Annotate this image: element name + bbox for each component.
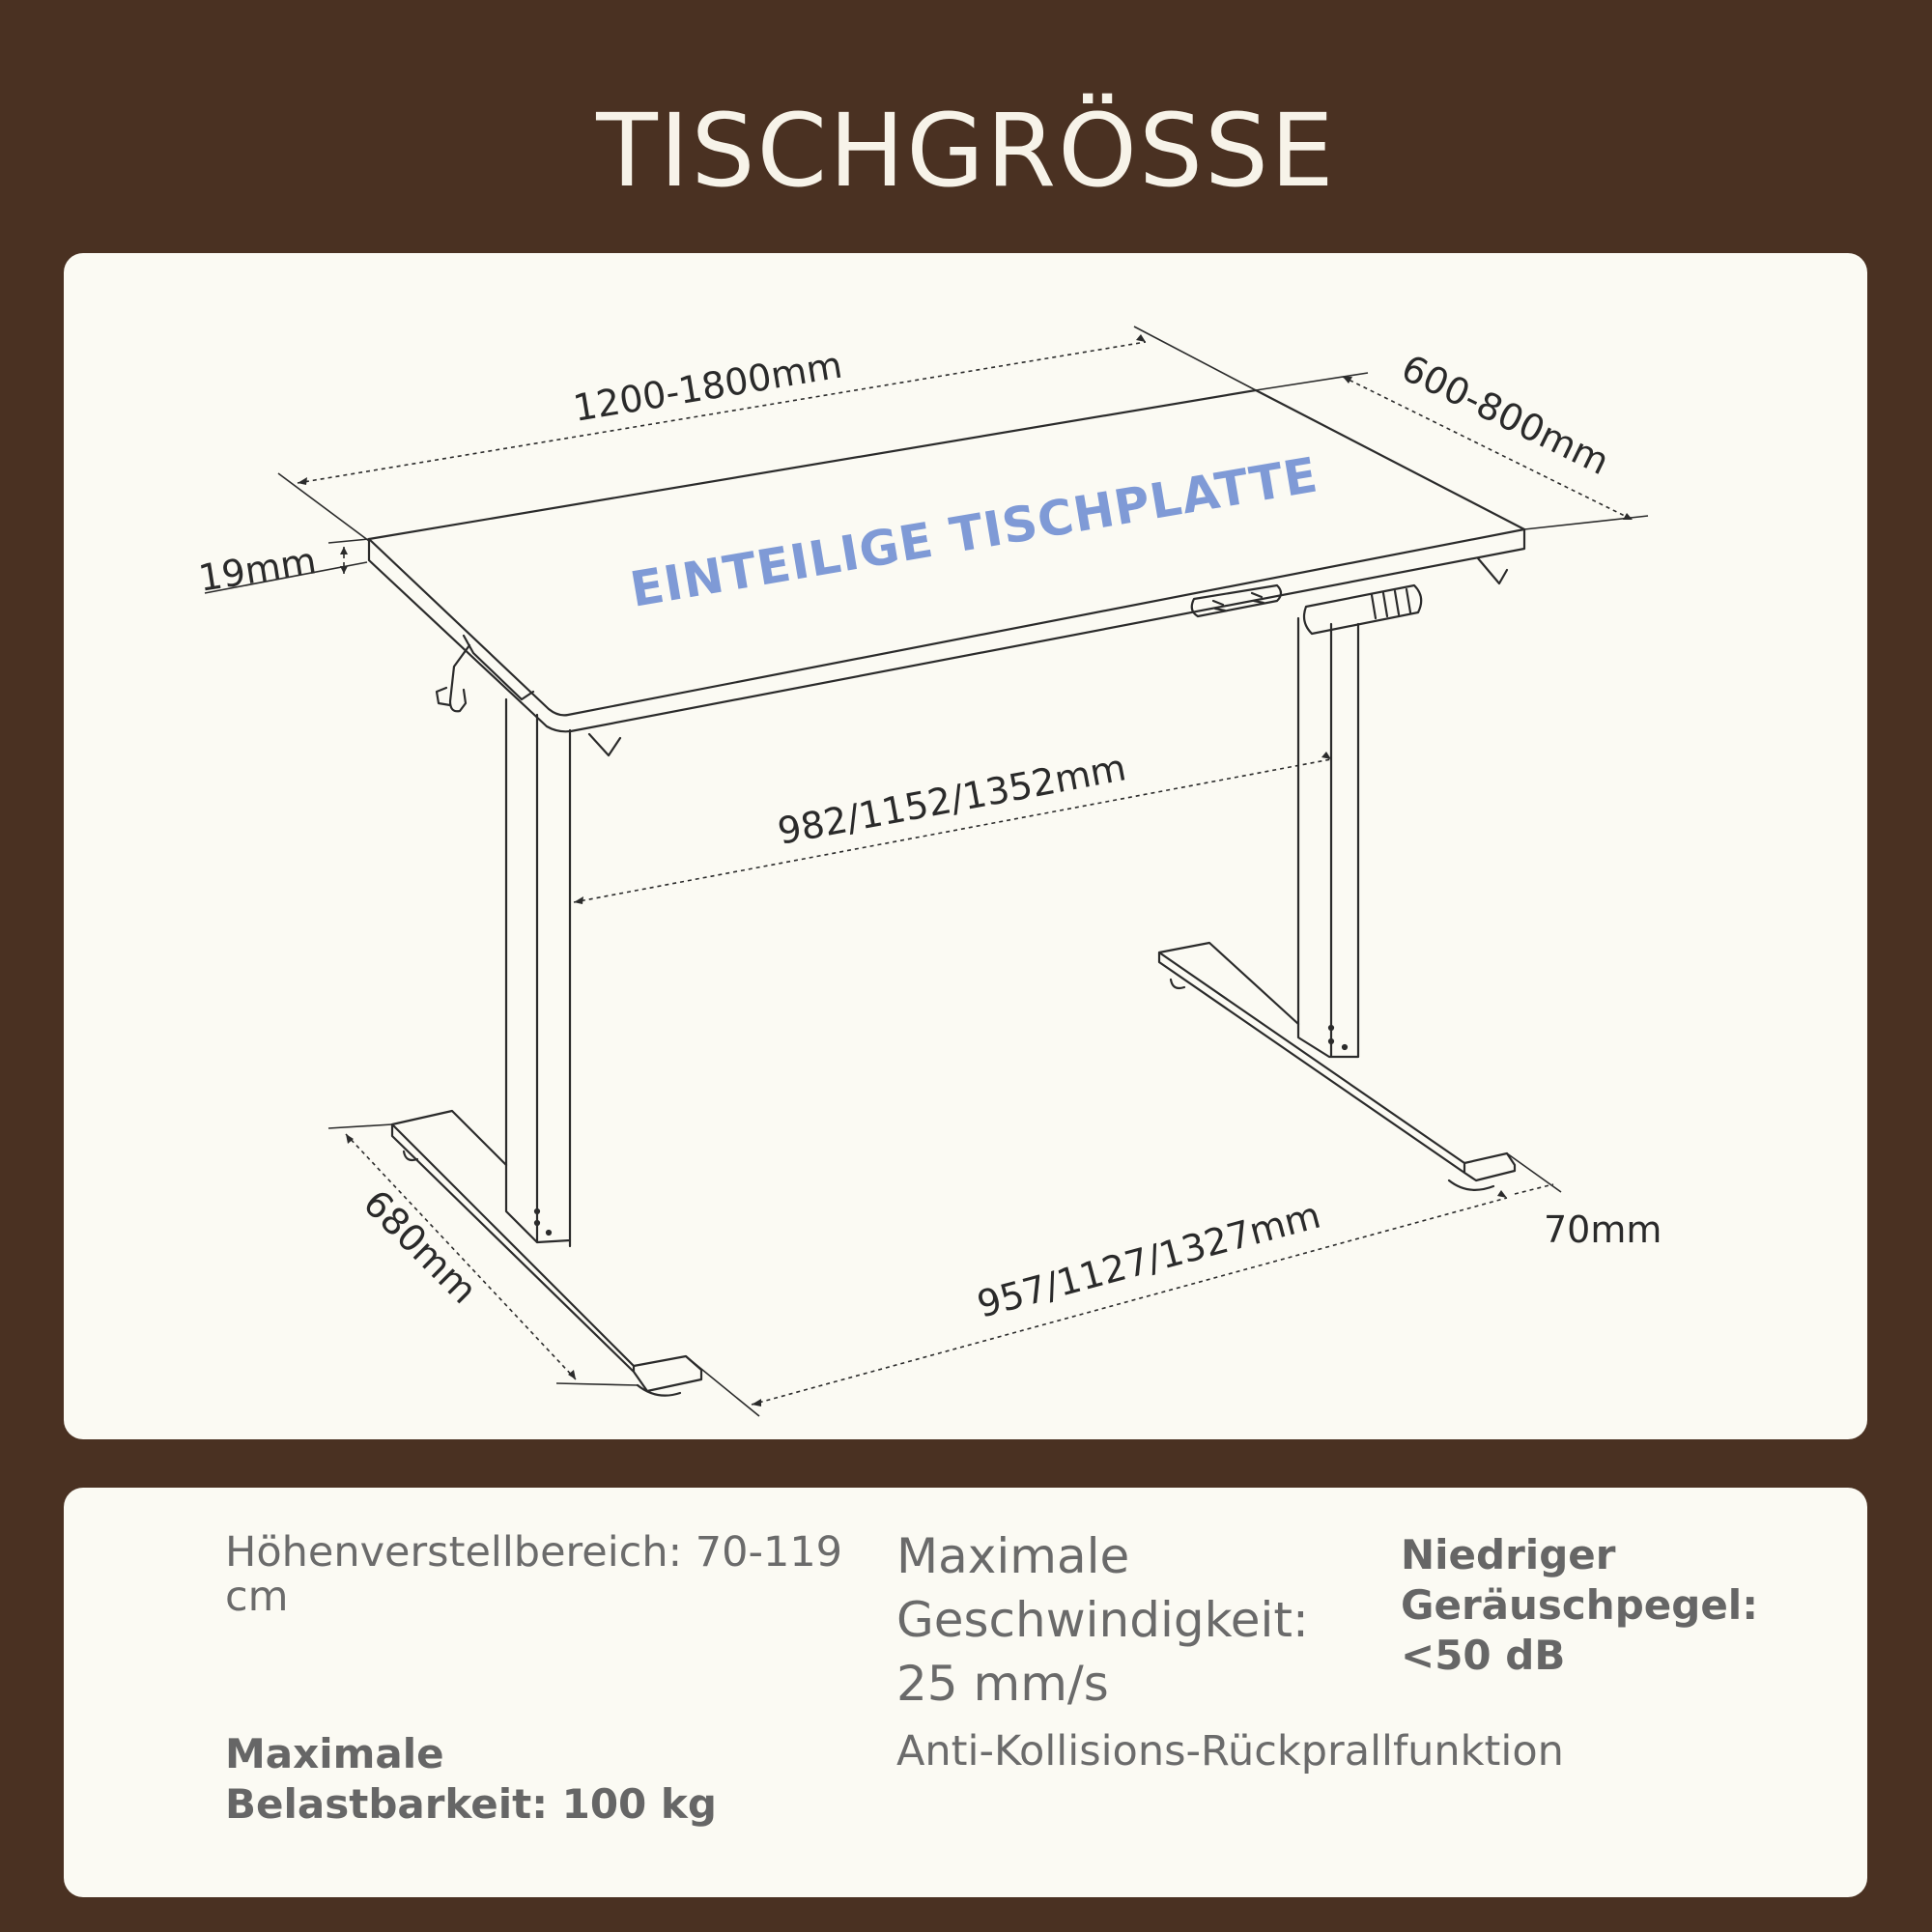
right-foot: [1159, 943, 1515, 1180]
spec-load: [225, 1729, 717, 1830]
dim-depth-label: 600-800mm: [1395, 346, 1616, 484]
spec-noise: [1401, 1530, 1758, 1681]
spec-load-line2: Belastbarkeit: 100 kg: [225, 1780, 717, 1828]
dim-foot-span-label: 957/1127/1327mm: [972, 1193, 1325, 1326]
spec-speed-line3: 25 mm/s: [896, 1656, 1109, 1712]
headphone-hook: [437, 645, 469, 711]
spec-speed-line1: Maximale: [896, 1528, 1130, 1584]
dim-inner-frame-label: 982/1152/1352mm: [774, 746, 1130, 853]
motor-housing: [1304, 585, 1421, 634]
spec-speed: [896, 1524, 1309, 1716]
spec-anti-collision: Anti-Kollisions-Rückprallfunktion: [896, 1727, 1564, 1776]
spec-noise-line3: <50 dB: [1401, 1632, 1566, 1679]
left-leg: [506, 699, 570, 1242]
spec-noise-line1: Niedriger: [1401, 1531, 1616, 1578]
dim-foot-width-label: 70mm: [1544, 1208, 1662, 1251]
spec-height-range: Höhenverstellbereich: 70-119 cm: [225, 1528, 843, 1621]
right-leg: [1298, 618, 1358, 1057]
spec-noise-line2: Geräuschpegel:: [1401, 1581, 1759, 1629]
dim-width-label: 1200-1800mm: [570, 343, 845, 430]
page-title: TISCHGRÖSSE: [596, 92, 1336, 210]
spec-load-line1: Maximale: [225, 1730, 444, 1777]
spec-speed-line2: Geschwindigkeit:: [896, 1592, 1309, 1648]
dim-foot-length-label: 680mm: [355, 1181, 486, 1313]
dim-thickness-label: 19mm: [195, 539, 320, 600]
tabletop-label: EINTEILIGE TISCHPLATTE: [626, 446, 1322, 618]
